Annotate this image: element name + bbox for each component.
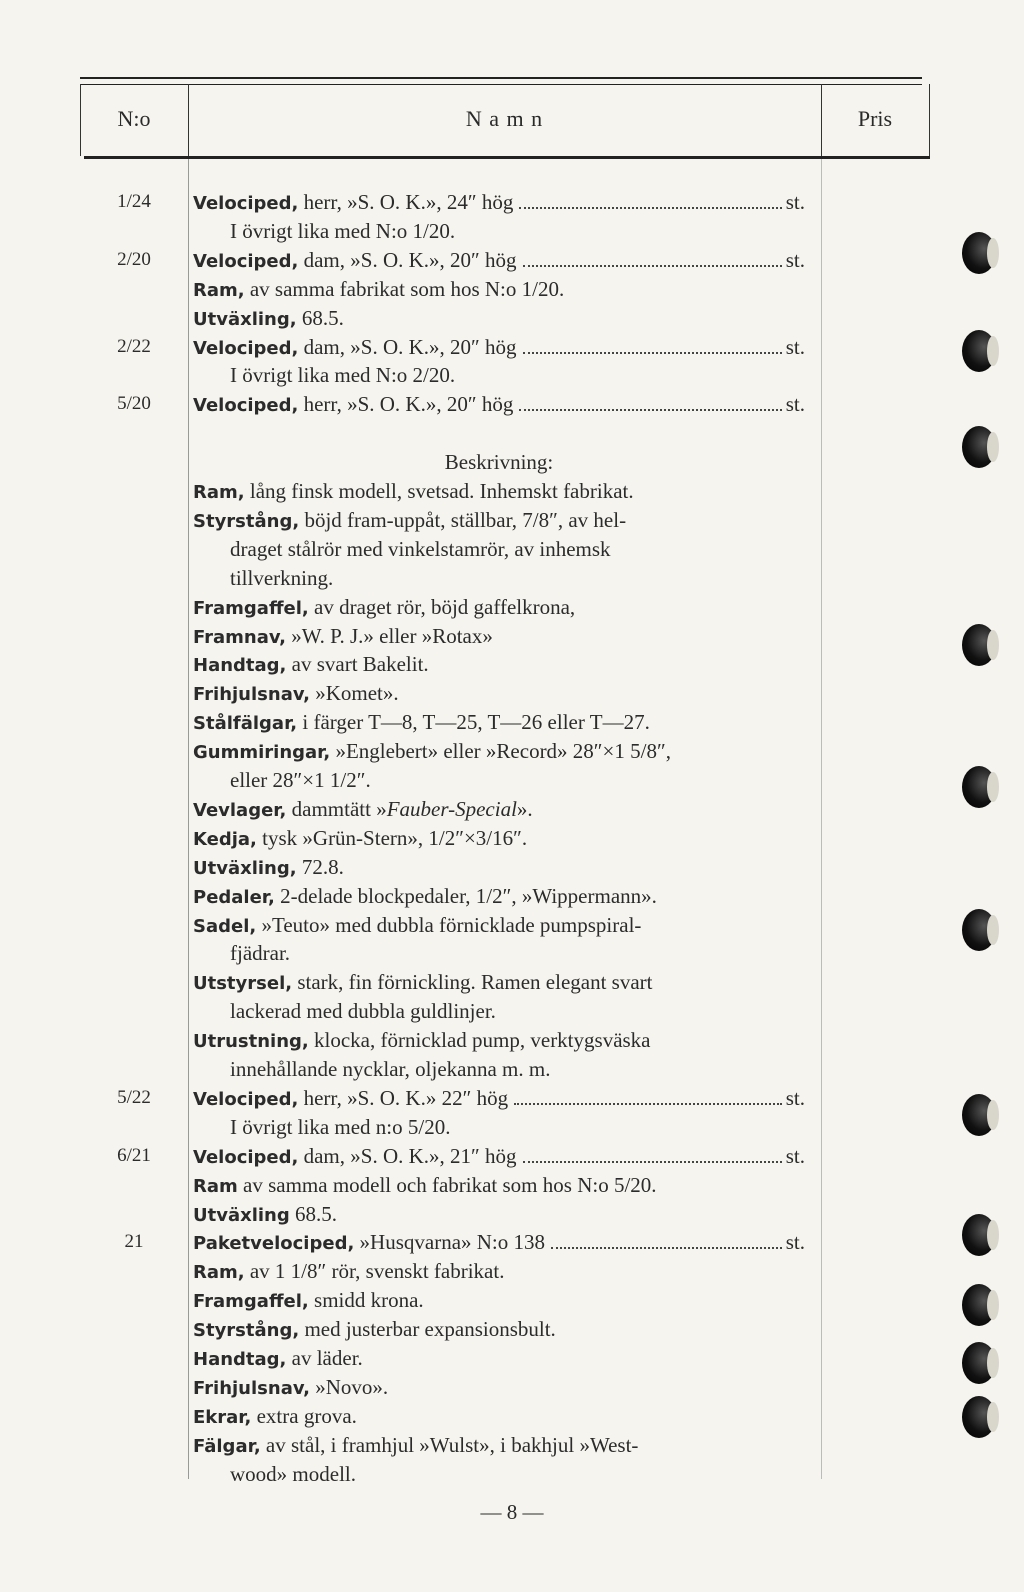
item-keyword: Styrstång, [193, 510, 300, 532]
item-text [193, 1142, 805, 1172]
list-item [0, 593, 1024, 621]
top-rule-thin [80, 84, 922, 85]
item-phrase: av svart Bakelit. [286, 652, 429, 677]
list-item [0, 448, 1024, 476]
item-phrase: fjädrar. [230, 941, 291, 966]
item-phrase: »Komet». [309, 681, 399, 706]
header-rule [84, 156, 930, 159]
item-keyword: Ram, [193, 1262, 245, 1284]
item-text [193, 1402, 805, 1432]
item-phrase: lackerad med dubbla guldlinjer. [230, 999, 496, 1024]
item-keyword: Framgaffel, [193, 597, 309, 619]
binder-hole-icon [962, 1342, 996, 1384]
item-text [193, 1431, 805, 1461]
binder-hole-icon [962, 1396, 996, 1438]
item-phrase: 2-delade blockpedaler, 1/2″, »Wippermann». [274, 883, 657, 908]
item-keyword: Kedja, [193, 828, 257, 850]
item-text [230, 217, 842, 245]
binder-hole-icon [962, 909, 996, 951]
list-item [0, 968, 1024, 996]
item-phrase: av samma modell och fabrikat som hos N:o 5/20. [237, 1172, 657, 1197]
item-keyword: Utrustning, [193, 1031, 309, 1053]
item-number: 5/22 [117, 1086, 151, 1108]
binder-hole-icon [962, 624, 996, 666]
item-keyword: Handtag, [193, 1349, 287, 1370]
list-item [0, 564, 1024, 592]
binder-hole-icon [962, 766, 996, 808]
item-keyword: Styrstång, [193, 1320, 300, 1342]
item-text [193, 333, 805, 363]
item-text [193, 1344, 805, 1374]
item-keyword: Velociped, [193, 1088, 299, 1110]
item-phrase: »Novo». [309, 1374, 389, 1399]
item-text [193, 1228, 805, 1258]
dot-leader [523, 1161, 782, 1163]
item-number: 21 [124, 1231, 144, 1253]
header-name: N a m n [465, 106, 544, 131]
item-phrase: klocka, förnicklad pump, verktygsväska [308, 1028, 651, 1053]
list-item [0, 390, 1024, 418]
list-item [0, 882, 1024, 910]
list-item [0, 795, 1024, 823]
item-text [193, 1257, 805, 1287]
item-number: 2/22 [117, 335, 151, 357]
item-phrase: av samma fabrikat som hos N:o 1/20. [244, 276, 565, 301]
list-item [0, 361, 1024, 389]
item-keyword: Utväxling, [193, 857, 297, 879]
item-keyword: Utväxling [193, 1204, 290, 1226]
item-phrase: herr, »S. O. K.» 22″ hög [298, 1085, 509, 1110]
item-text [193, 968, 805, 998]
item-keyword: Velociped, [193, 1146, 299, 1168]
list-item [0, 1026, 1024, 1054]
item-phrase: dam, »S. O. K.», 21″ hög [298, 1143, 517, 1168]
item-keyword: Ram, [193, 279, 245, 301]
page-number: — 8 — [480, 1500, 544, 1524]
item-phrase: med justerbar expansionsbult. [299, 1317, 556, 1342]
dot-leader [519, 409, 781, 411]
item-keyword: Ram [193, 1175, 238, 1197]
item-phrase: i färger T—8, T—25, T—26 eller T—27. [297, 710, 650, 735]
item-keyword: Handtag, [193, 655, 287, 677]
item-phrase: Beskrivning: [444, 450, 554, 475]
header-price: Pris [857, 106, 893, 131]
item-number: 5/20 [117, 393, 151, 415]
list-item [0, 1460, 1024, 1488]
item-phrase: av stål, i framhjul »Wulst», i bakhjul »West- [260, 1432, 639, 1457]
binder-hole-icon [962, 426, 996, 468]
item-keyword: Vevlager, [193, 799, 287, 821]
list-item [0, 535, 1024, 563]
item-phrase: wood» modell. [230, 1461, 356, 1486]
item-text [193, 246, 805, 276]
list-item [0, 419, 1024, 447]
list-item [0, 506, 1024, 534]
item-phrase: dam, »S. O. K.», 20″ hög [298, 247, 517, 272]
item-text [230, 361, 842, 389]
binder-hole-icon [962, 330, 996, 372]
item-phrase: smidd krona. [308, 1288, 424, 1313]
list-item [0, 1084, 1024, 1112]
item-number: 6/21 [117, 1144, 151, 1166]
list-item [0, 275, 1024, 303]
item-text [193, 1084, 805, 1114]
item-text [193, 679, 805, 709]
item-keyword: Pedaler, [193, 886, 275, 908]
item-text [193, 853, 805, 883]
item-text [193, 795, 805, 825]
item-keyword: Stålfälgar, [193, 713, 298, 735]
dot-leader [523, 352, 782, 354]
item-keyword: Framgaffel, [193, 1291, 309, 1313]
item-phrase: herr, »S. O. K.», 24″ hög [298, 190, 514, 214]
item-text [193, 275, 805, 305]
item-keyword: Frihjulsnav, [193, 1377, 310, 1399]
item-keyword: Velociped, [193, 337, 299, 359]
section-heading [193, 448, 805, 476]
item-text [230, 1113, 842, 1141]
item-phrase: böjd fram-uppåt, ställbar, 7/8″, av hel- [299, 507, 627, 532]
item-italic: Fauber-Special [386, 796, 517, 821]
item-text [193, 506, 805, 536]
item-text [230, 997, 842, 1025]
list-item [0, 1373, 1024, 1401]
list-item [0, 477, 1024, 505]
list-item [0, 679, 1024, 707]
item-keyword: Velociped, [193, 250, 299, 272]
item-phrase: herr, »S. O. K.», 20″ hög [298, 392, 514, 417]
item-text [193, 824, 805, 854]
item-keyword: Ram, [193, 482, 245, 503]
item-phrase: dam, »S. O. K.», 20″ hög [298, 334, 517, 359]
item-text [230, 564, 842, 592]
list-item [0, 650, 1024, 678]
dot-leader [551, 1247, 782, 1249]
list-item [0, 939, 1024, 967]
item-phrase: dammtätt » [286, 796, 387, 821]
binder-hole-icon [962, 1094, 996, 1136]
dot-leader [519, 207, 781, 209]
binder-hole-icon [962, 1214, 996, 1256]
list-item [0, 824, 1024, 852]
dot-leader [514, 1103, 782, 1105]
binder-hole-icon [962, 232, 996, 274]
item-phrase: 68.5. [289, 1201, 337, 1226]
item-keyword: Frihjulsnav, [193, 684, 310, 706]
item-phrase: av draget rör, böjd gaffelkrona, [308, 594, 576, 619]
item-text [193, 593, 805, 623]
list-item [0, 217, 1024, 245]
item-text [193, 1026, 805, 1056]
list-item [0, 1431, 1024, 1459]
list-item [0, 766, 1024, 794]
list-item [0, 188, 1024, 216]
list-item [0, 1286, 1024, 1314]
list-item [0, 304, 1024, 332]
item-keyword: Utstyrsel, [193, 973, 293, 995]
item-text [193, 390, 805, 420]
item-text [193, 1373, 805, 1403]
item-text [230, 1055, 842, 1083]
list-item [0, 333, 1024, 361]
item-phrase: »Englebert» eller »Record» 28″×1 5/8″, [330, 739, 671, 764]
item-phrase: tillverkning. [230, 565, 334, 590]
item-text [193, 650, 805, 680]
list-item [0, 737, 1024, 765]
list-item [0, 1315, 1024, 1343]
item-phrase: 72.8. [296, 854, 344, 879]
item-phrase: draget stålrör med vinkelstamrör, av inhemsk [230, 536, 611, 561]
unit-label: st. [785, 247, 805, 272]
item-keyword: Velociped, [193, 395, 299, 417]
item-phrase: lång finsk modell, svetsad. Inhemskt fabrikat. [244, 479, 634, 503]
unit-label: st. [785, 1143, 805, 1168]
list-item [0, 708, 1024, 736]
item-keyword: Velociped, [193, 193, 299, 214]
item-phrase: av 1 1/8″ rör, svenskt fabrikat. [244, 1259, 505, 1284]
unit-label: st. [785, 1230, 805, 1255]
list-item [0, 1171, 1024, 1199]
top-rule [80, 77, 922, 79]
list-item [0, 1344, 1024, 1372]
item-text [193, 477, 805, 507]
list-item [0, 1200, 1024, 1228]
list-item [0, 246, 1024, 274]
item-phrase: I övrigt lika med n:o 5/20. [230, 1114, 451, 1139]
item-text [193, 708, 805, 738]
list-item [0, 1402, 1024, 1430]
unit-label: st. [785, 1085, 805, 1110]
item-text [230, 939, 842, 967]
item-phrase: 68.5. [296, 305, 344, 330]
item-text [193, 304, 805, 334]
item-keyword: Paketvelociped, [193, 1233, 355, 1255]
item-phrase: innehållande nycklar, oljekanna m. m. [230, 1057, 551, 1081]
item-text [193, 737, 805, 767]
item-phrase: »Teuto» med dubbla förnicklade pumpspiral- [256, 912, 642, 937]
header-number: N:o [117, 106, 151, 131]
list-item [0, 911, 1024, 939]
item-keyword: Fälgar, [193, 1435, 261, 1457]
item-text [193, 1171, 805, 1201]
item-phrase: eller 28″×1 1/2″. [230, 768, 371, 792]
item-text [193, 882, 805, 912]
list-item [0, 1257, 1024, 1285]
item-phrase: av läder. [286, 1346, 363, 1370]
item-number: 1/24 [117, 191, 151, 212]
list-item [0, 622, 1024, 650]
item-text [193, 911, 805, 941]
list-item [0, 1142, 1024, 1170]
item-text [230, 535, 842, 563]
item-phrase: ». [516, 796, 533, 821]
list-item [0, 997, 1024, 1025]
item-phrase: I övrigt lika med N:o 2/20. [230, 363, 456, 388]
item-phrase: »Husqvarna» N:o 138 [354, 1230, 546, 1255]
item-text [230, 1460, 842, 1488]
unit-label: st. [785, 190, 805, 214]
list-item [0, 1228, 1024, 1256]
unit-label: st. [785, 392, 805, 417]
item-number: 2/20 [117, 248, 151, 270]
item-text [193, 1315, 805, 1345]
list-item [0, 1055, 1024, 1083]
item-text [193, 622, 805, 652]
list-item [0, 853, 1024, 881]
list-item [0, 1113, 1024, 1141]
item-keyword: Sadel, [193, 915, 257, 937]
item-text [193, 1286, 805, 1316]
column-divider-right [929, 84, 930, 156]
item-text [230, 766, 842, 794]
item-keyword: Gummiringar, [193, 742, 331, 764]
item-phrase: I övrigt lika med N:o 1/20. [230, 218, 456, 243]
item-phrase: »W. P. J.» eller »Rotax» [286, 623, 493, 648]
item-phrase: stark, fin förnickling. Ramen elegant svart [292, 970, 653, 995]
item-phrase: extra grova. [251, 1403, 357, 1428]
item-phrase: tysk »Grün-Stern», 1/2″×3/16″. [256, 825, 528, 850]
item-text [193, 188, 805, 218]
item-keyword: Utväxling, [193, 308, 297, 330]
dot-leader [523, 265, 782, 267]
item-keyword: Framnav, [193, 626, 286, 648]
binder-hole-icon [962, 1284, 996, 1326]
item-text [193, 1200, 805, 1230]
unit-label: st. [785, 334, 805, 359]
item-keyword: Ekrar, [193, 1406, 252, 1428]
